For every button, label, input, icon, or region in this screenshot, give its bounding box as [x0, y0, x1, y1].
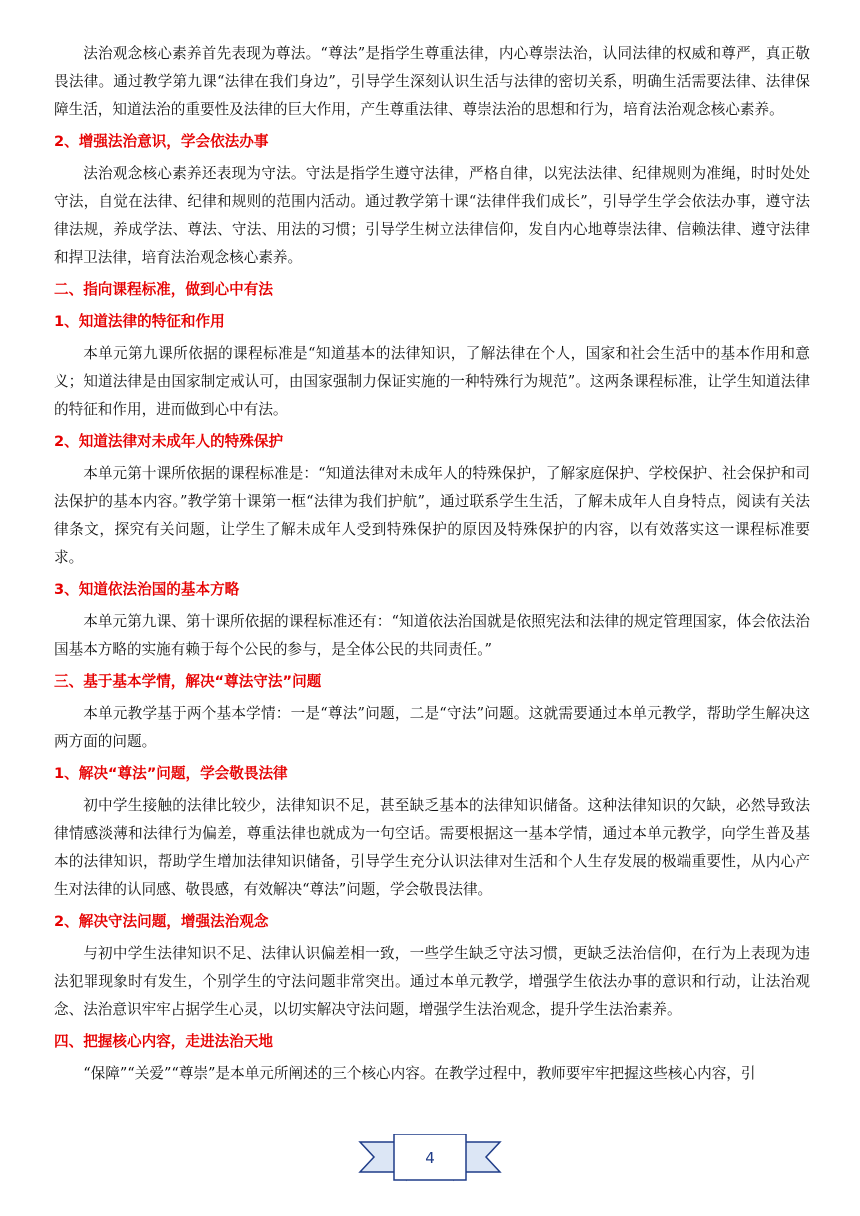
paragraph: 本单元第十课所依据的课程标准是：“知道法律对未成年人的特殊保护，了解家庭保护、学校保护、社会保护和司法保护的基本内容。”教学第十课第一框“法律为我们护航”，通过联系学生生活，了解未成年人自身特点，阅读有关法律条文，探究有关问题，让学生了解未成年人受到特殊保护的原因及特殊保护的内容，以有效落实这一课程标准要求。	[54, 465, 810, 566]
section-heading: 四、把握核心内容，走进法治天地	[54, 1033, 273, 1050]
paragraph: 法治观念核心素养首先表现为尊法。“尊法”是指学生尊重法律，内心尊崇法治，认同法律的权威和尊严，真正敬畏法律。通过教学第九课“法律在我们身边”，引导学生深刻认识生活与法律的密切关系，明确生活需要法律、法律保障生活，知道法治的重要性及法律的巨大作用，产生尊重法律、尊崇法治的思想和行为，培育法治观念核心素养。	[54, 45, 810, 118]
paragraph: 与初中学生法律知识不足、法律认识偏差相一致，一些学生缺乏守法习惯，更缺乏法治信仰，在行为上表现为违法犯罪现象时有发生，个别学生的守法问题非常突出。通过本单元教学，增强学生依法办事的意识和行动，让法治观念、法治意识牢牢占据学生心灵，以切实解决守法问题，增强学生法治观念，提升学生法治素养。	[54, 945, 810, 1018]
paragraph: 初中学生接触的法律比较少，法律知识不足，甚至缺乏基本的法律知识储备。这种法律知识的欠缺，必然导致法律情感淡薄和法律行为偏差，尊重法律也就成为一句空话。需要根据这一基本学情，通过本单元教学，向学生普及基本的法律知识，帮助学生增加法律知识储备，引导学生充分认识法律对生活和个人生存发展的极端重要性，从内心产生对法律的认同感、敬畏感，有效解决“尊法”问题，学会敬畏法律。	[54, 797, 810, 898]
section-heading: 2、解决守法问题，增强法治观念	[54, 913, 269, 930]
paragraph: “保障”“关爱”“尊崇”是本单元所阐述的三个核心内容。在教学过程中，教师要牢牢把握这些核心内容，引	[83, 1065, 756, 1082]
paragraph: 本单元第九课、第十课所依据的课程标准还有：“知道依法治国就是依照宪法和法律的规定管理国家，体会依法治国基本方略的实施有赖于每个公民的参与，是全体公民的共同责任。”	[54, 613, 810, 658]
section-heading: 二、指向课程标准，做到心中有法	[54, 281, 273, 298]
section-heading: 2、知道法律对未成年人的特殊保护	[54, 433, 284, 450]
paragraph: 法治观念核心素养还表现为守法。守法是指学生遵守法律，严格自律，以宪法法律、纪律规则为准绳，时时处处守法，自觉在法律、纪律和规则的范围内活动。通过教学第十课“法律伴我们成长”，引导学生学会依法办事，遵守法律法规，养成学法、尊法、守法、用法的习惯；引导学生树立法律信仰，发自内心地尊崇法律、信赖法律、遵守法律和捍卫法律，培育法治观念核心素养。	[54, 165, 810, 266]
page-footer	[0, 1134, 860, 1198]
page-number: 4	[425, 1149, 435, 1167]
document-body	[54, 40, 810, 1092]
section-heading: 1、知道法律的特征和作用	[54, 313, 225, 330]
section-heading: 2、增强法治意识，学会依法办事	[54, 133, 269, 150]
paragraph: 本单元教学基于两个基本学情：一是“尊法”问题，二是“守法”问题。这就需要通过本单元教学，帮助学生解决这两方面的问题。	[54, 705, 810, 750]
section-heading: 三、基于基本学情，解决“尊法守法”问题	[54, 673, 322, 690]
paragraph: 本单元第九课所依据的课程标准是“知道基本的法律知识，了解法律在个人，国家和社会生活中的基本作用和意义；知道法律是由国家制定戒认可，由国家强制力保证实施的一种特殊行为规范”。这两条课程标准，让学生知道法律的特征和作用，进而做到心中有法。	[54, 345, 810, 418]
section-heading: 3、知道依法治国的基本方略	[54, 581, 240, 598]
section-heading: 1、解决“尊法”问题，学会敬畏法律	[54, 765, 288, 782]
